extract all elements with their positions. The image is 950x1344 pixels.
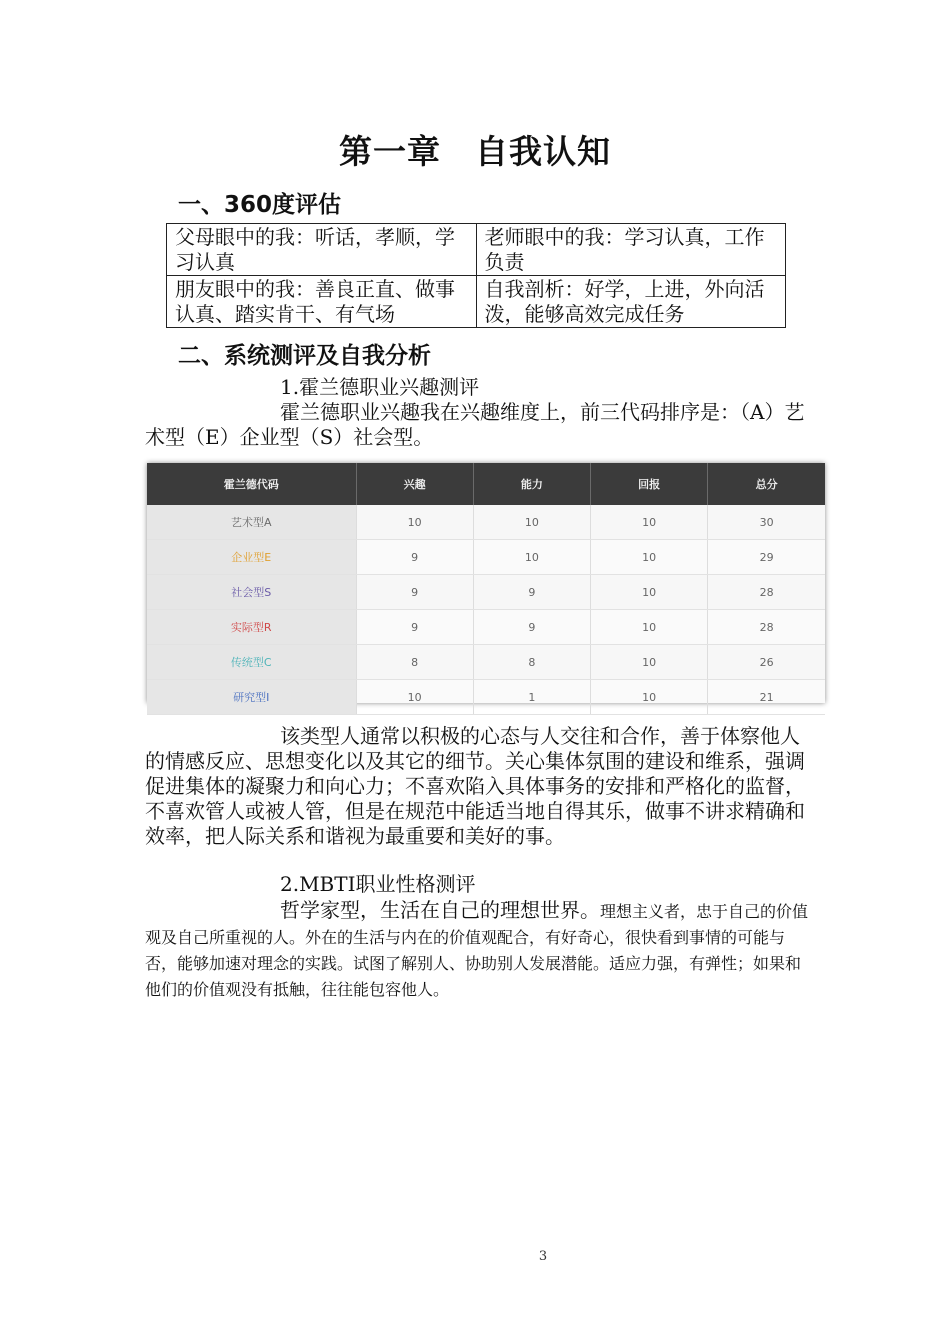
- reward-score-cell: 10: [591, 680, 708, 715]
- interest-score-cell: 10: [356, 505, 473, 540]
- reward-score-cell: 10: [591, 645, 708, 680]
- parents-view-cell: 父母眼中的我：听话，孝顺，学习认真: [167, 224, 477, 276]
- interest-score-cell: 9: [356, 540, 473, 575]
- table-row: [167, 276, 786, 328]
- holland-description: 霍兰德职业兴趣我在兴趣维度上，前三代码排序是：（A）艺术型（E）企业型（S）社会型。: [145, 400, 805, 449]
- header-total: 总分: [708, 463, 825, 505]
- type-description: 该类型人通常以积极的心态与人交往和合作，善于体察他人的情感反应、思想变化以及其它的细节。关心集体氛围的建设和维系，强调促进集体的凝聚力和向心力；不喜欢陷入具体事务的安排和严格化的监督，不喜欢管人或被人管，但是在规范中能适当地自得其乐，做事不讲求精确和效率，把人际关系和谐视为最重要和美好的事。: [145, 724, 805, 848]
- holland-row: [147, 645, 825, 680]
- total-score-cell: 28: [708, 575, 825, 610]
- total-score-cell: 21: [708, 680, 825, 715]
- chapter-title: 第一章 自我认知: [339, 132, 611, 171]
- interest-score-cell: 9: [356, 610, 473, 645]
- holland-row: [147, 575, 825, 610]
- total-score-cell: 30: [708, 505, 825, 540]
- holland-type-cell: 社会型S: [147, 575, 356, 610]
- ability-score-cell: 10: [473, 540, 590, 575]
- mbti-description: [145, 898, 809, 1002]
- mbti-detail: 理想主义者，忠于自己的价值观及自己所重视的人。外在的生活与内在的价值观配合，有好奇心，很快看到事情的可能与否，能够加速对理念的实践。试图了解别人、协助别人发展潜能。适应力强，有弹性；如果和他们的价值观没有抵触，往往能包容他人。: [145, 902, 809, 999]
- ability-score-cell: 9: [473, 575, 590, 610]
- holland-type-cell: 研究型I: [147, 680, 356, 715]
- holland-type-cell: 传统型C: [147, 645, 356, 680]
- evaluation-table: [166, 223, 786, 328]
- holland-title: 1.霍兰德职业兴趣测评: [280, 375, 480, 399]
- reward-score-cell: 10: [591, 610, 708, 645]
- holland-row: [147, 680, 825, 715]
- holland-header-row: [147, 463, 825, 505]
- total-score-cell: 29: [708, 540, 825, 575]
- header-reward: 回报: [591, 463, 708, 505]
- holland-row: [147, 505, 825, 540]
- holland-row: [147, 610, 825, 645]
- teachers-view-cell: 老师眼中的我：学习认真，工作负责: [476, 224, 786, 276]
- holland-type-cell: 企业型E: [147, 540, 356, 575]
- holland-type-cell: 艺术型A: [147, 505, 356, 540]
- table-row: [167, 224, 786, 276]
- header-ability: 能力: [473, 463, 590, 505]
- total-score-cell: 26: [708, 645, 825, 680]
- page-number: 3: [538, 1249, 548, 1264]
- interest-score-cell: 10: [356, 680, 473, 715]
- mbti-lead: 哲学家型，生活在自己的理想世界。: [280, 898, 600, 922]
- ability-score-cell: 8: [473, 645, 590, 680]
- interest-score-cell: 8: [356, 645, 473, 680]
- section-heading-360: 一、360度评估: [178, 192, 342, 218]
- reward-score-cell: 10: [591, 540, 708, 575]
- mbti-title: 2.MBTI职业性格测评: [280, 872, 476, 896]
- holland-type-cell: 实际型R: [147, 610, 356, 645]
- reward-score-cell: 10: [591, 505, 708, 540]
- interest-score-cell: 9: [356, 575, 473, 610]
- header-interest: 兴趣: [356, 463, 473, 505]
- section-heading-assessment: 二、系统测评及自我分析: [178, 343, 431, 369]
- holland-score-table: [147, 463, 825, 715]
- ability-score-cell: 10: [473, 505, 590, 540]
- holland-score-table-image: [147, 463, 825, 703]
- header-code: 霍兰德代码: [147, 463, 356, 505]
- friends-view-cell: 朋友眼中的我：善良正直、做事认真、踏实肯干、有气场: [167, 276, 477, 328]
- holland-row: [147, 540, 825, 575]
- self-analysis-cell: 自我剖析：好学，上进，外向活泼，能够高效完成任务: [476, 276, 786, 328]
- ability-score-cell: 1: [473, 680, 590, 715]
- total-score-cell: 28: [708, 610, 825, 645]
- ability-score-cell: 9: [473, 610, 590, 645]
- reward-score-cell: 10: [591, 575, 708, 610]
